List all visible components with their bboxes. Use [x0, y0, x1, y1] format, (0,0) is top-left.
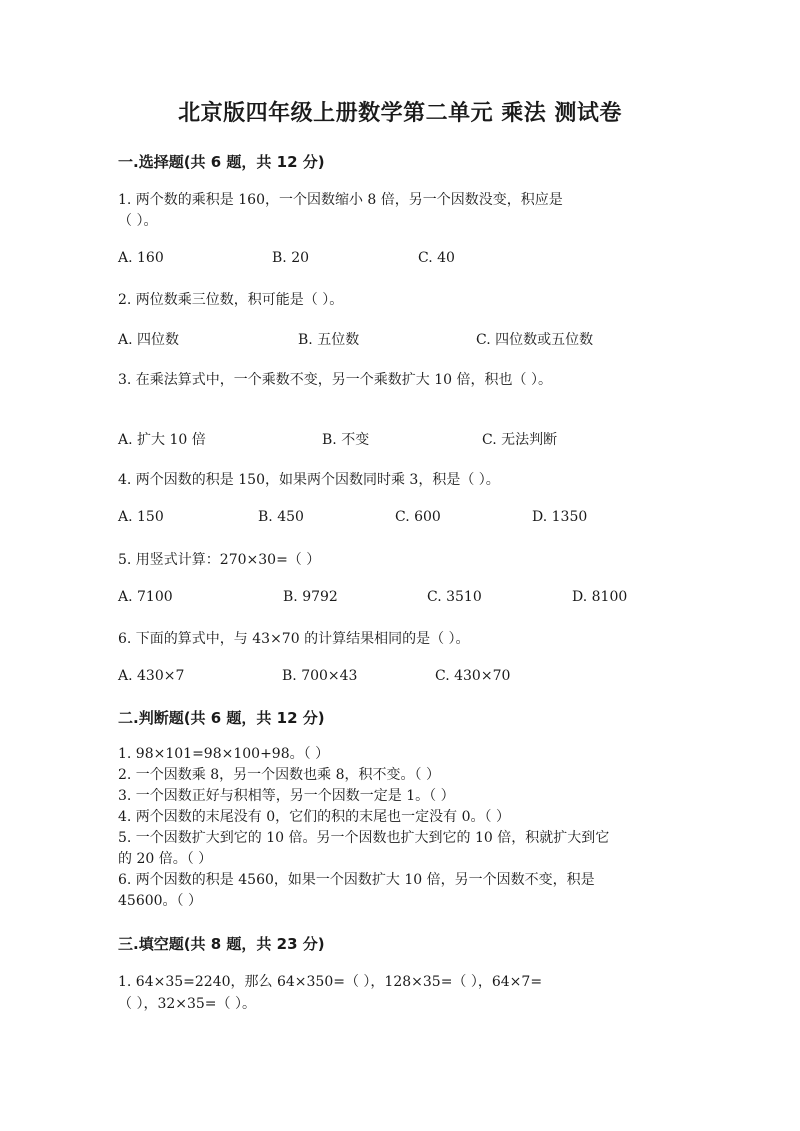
question-3-option-a: A. 扩大 10 倍: [118, 432, 206, 448]
question-2-option-c: C. 四位数或五位数: [476, 332, 594, 348]
question-5-option-a: A. 7100: [118, 589, 173, 605]
question-4-option-a: A. 150: [118, 509, 164, 525]
question-1-option-c: C. 40: [418, 250, 455, 266]
tf-line-4: 4. 两个因数的末尾没有 0，它们的积的末尾也一定没有 0。（ ）: [118, 809, 510, 825]
question-6-option-c: C. 430×70: [435, 668, 511, 684]
section-heading-fill-blank: 三.填空题(共 8 题，共 23 分): [118, 935, 325, 953]
question-2-line-1: 2. 两位数乘三位数，积可能是（ ）。: [118, 292, 344, 308]
section-heading-choice: 一.选择题(共 6 题，共 12 分): [118, 153, 325, 171]
question-4-option-d: D. 1350: [532, 509, 588, 525]
tf-line-3: 3. 一个因数正好与积相等，另一个因数一定是 1。（ ）: [118, 788, 455, 804]
tf-line-5: 5. 一个因数扩大到它的 10 倍。另一个因数也扩大到它的 10 倍，积就扩大到它: [118, 830, 610, 846]
question-3-option-c: C. 无法判断: [482, 432, 558, 448]
page-title: 北京版四年级上册数学第二单元 乘法 测试卷: [178, 101, 622, 126]
fill-line-2: （ ），32×35=（ ）。: [118, 996, 256, 1012]
tf-line-7: 6. 两个因数的积是 4560，如果一个因数扩大 10 倍，另一个因数不变，积是: [118, 872, 595, 888]
tf-line-6: 的 20 倍。（ ）: [118, 851, 213, 867]
fill-line-1: 1. 64×35=2240，那么 64×350=（ ），128×35=（ ），64×7=: [118, 974, 543, 990]
question-6-option-a: A. 430×7: [118, 668, 185, 684]
question-6-option-b: B. 700×43: [282, 668, 358, 684]
tf-line-8: 45600。（ ）: [118, 893, 202, 909]
question-1-option-b: B. 20: [272, 250, 310, 266]
question-5-option-b: B. 9792: [283, 589, 338, 605]
question-1-option-a: A. 160: [118, 250, 164, 266]
question-5-option-c: C. 3510: [427, 589, 482, 605]
section-heading-true-false: 二.判断题(共 6 题，共 12 分): [118, 709, 325, 727]
tf-line-2: 2. 一个因数乘 8，另一个因数也乘 8，积不变。（ ）: [118, 767, 440, 783]
question-4-line-1: 4. 两个因数的积是 150，如果两个因数同时乘 3，积是（ ）。: [118, 472, 500, 488]
question-6-line-1: 6. 下面的算式中，与 43×70 的计算结果相同的是（ ）。: [118, 631, 470, 647]
question-4-option-b: B. 450: [258, 509, 304, 525]
question-5-line-1: 5. 用竖式计算：270×30=（ ）: [118, 552, 321, 568]
tf-line-1: 1. 98×101=98×100+98。（ ）: [118, 746, 330, 762]
question-5-option-d: D. 8100: [572, 589, 628, 605]
question-4-option-c: C. 600: [395, 509, 441, 525]
question-3-option-b: B. 不变: [322, 432, 370, 448]
question-1-line-2: （ ）。: [118, 213, 158, 229]
question-2-option-b: B. 五位数: [298, 332, 360, 348]
question-1-line-1: 1. 两个数的乘积是 160，一个因数缩小 8 倍，另一个因数没变，积应是: [118, 192, 563, 208]
question-2-option-a: A. 四位数: [118, 332, 180, 348]
question-3-line-1: 3. 在乘法算式中，一个乘数不变，另一个乘数扩大 10 倍，积也（ ）。: [118, 372, 552, 388]
